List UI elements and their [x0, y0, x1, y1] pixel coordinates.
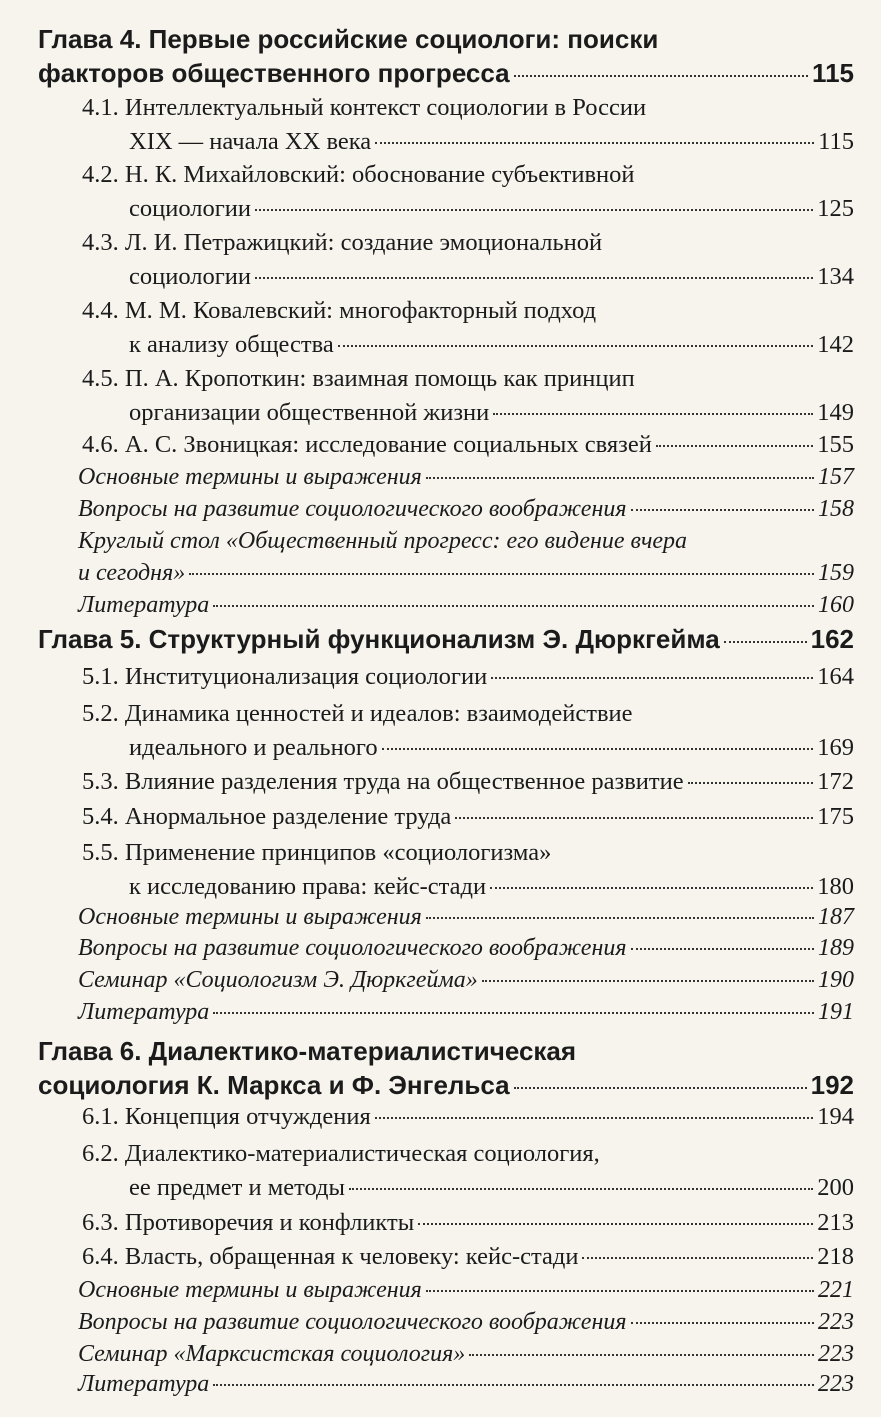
leader-dots [631, 509, 814, 511]
page-number: 134 [817, 263, 854, 290]
section-number: 4.3. [82, 229, 119, 256]
toc-entry[interactable] [82, 836, 854, 904]
page-number: 200 [817, 1174, 854, 1201]
page-number: 164 [817, 663, 854, 690]
leader-dots [724, 641, 807, 643]
section-number: 4.4. [82, 297, 119, 324]
section-number: 6.3. [82, 1209, 119, 1236]
toc-entry[interactable] [78, 1338, 854, 1370]
section-number: 6.1. [82, 1103, 119, 1130]
extra-title: Основные термины и выражения [78, 1277, 422, 1303]
section-number: 4.5. [82, 365, 119, 392]
chapter-title: Глава 6. Диалектико-материалистическая [38, 1036, 577, 1066]
toc-entry[interactable] [78, 1274, 854, 1306]
chapter-5-heading[interactable] [38, 622, 854, 656]
extra-title: Семинар «Социологизм Э. Дюркгейма» [78, 967, 478, 993]
toc-entry[interactable] [82, 660, 854, 694]
page-number: 190 [818, 967, 854, 993]
leader-dots [213, 1384, 814, 1386]
chapter-title: Глава 4. Первые российские социологи: поиски [38, 24, 659, 54]
extra-title: Семинар «Марксистская социология» [78, 1341, 466, 1367]
toc-entry[interactable] [78, 1368, 854, 1400]
leader-dots [490, 887, 813, 889]
section-title: Влияние разделения труда на общественное развитие [124, 768, 684, 795]
section-title: Применение принципов «социологизма» [124, 839, 552, 866]
page-number: 172 [817, 768, 854, 795]
leader-dots [338, 345, 814, 347]
page-number: 191 [818, 999, 854, 1025]
page-number: 169 [817, 734, 854, 761]
page-number: 223 [818, 1371, 854, 1397]
section-title: А. С. Звоницкая: исследование социальных связей [124, 431, 652, 458]
page-number: 157 [818, 464, 854, 490]
section-number: 5.1. [82, 663, 119, 690]
section-number: 5.3. [82, 768, 119, 795]
toc-entry[interactable] [82, 158, 854, 226]
section-title: к исследованию права: кейс-стади [129, 873, 487, 900]
toc-entry[interactable] [82, 226, 854, 294]
leader-dots [493, 413, 813, 415]
chapter-title: социология К. Маркса и Ф. Энгельса [38, 1070, 510, 1100]
leader-dots [514, 75, 808, 77]
toc-entry[interactable] [82, 765, 854, 799]
page-number: 115 [818, 128, 854, 155]
section-title: Л. И. Петражицкий: создание эмоциональной [124, 229, 603, 256]
leader-dots [255, 209, 813, 211]
leader-dots [375, 142, 814, 144]
section-number: 6.4. [82, 1243, 119, 1270]
leader-dots [631, 1322, 814, 1324]
extra-title: Вопросы на развитие социологического воображения [78, 935, 627, 961]
toc-entry[interactable] [78, 525, 854, 589]
section-title: Н. К. Михайловский: обоснование субъективной [124, 161, 635, 188]
section-number: 5.4. [82, 803, 119, 830]
page-number: 142 [817, 331, 854, 358]
page-number: 221 [818, 1277, 854, 1303]
section-title: Противоречия и конфликты [124, 1209, 415, 1236]
section-number: 4.2. [82, 161, 119, 188]
section-title: XIX — начала XX века [129, 128, 372, 155]
section-title: П. А. Кропоткин: взаимная помощь как принцип [124, 365, 635, 392]
toc-entry[interactable] [82, 1240, 854, 1274]
leader-dots [582, 1257, 813, 1259]
page-number: 194 [817, 1103, 854, 1130]
section-title: организации общественной жизни [129, 399, 490, 426]
section-number: 5.2. [82, 700, 119, 727]
section-title: Динамика ценностей и идеалов: взаимодействие [124, 700, 633, 727]
page-number: 155 [817, 431, 854, 458]
page-number: 160 [818, 592, 854, 618]
toc-entry[interactable] [78, 461, 854, 493]
section-title: Институционализация социологии [124, 663, 488, 690]
toc-entry[interactable] [82, 294, 854, 362]
section-title: социологии [129, 195, 252, 222]
section-title: к анализу общества [129, 331, 334, 358]
section-title: ее предмет и методы [129, 1174, 345, 1201]
page-number: 189 [818, 935, 854, 961]
toc-entry[interactable] [82, 428, 854, 462]
page-number: 149 [817, 399, 854, 426]
toc-entry[interactable] [78, 964, 854, 996]
chapter-6-heading[interactable] [38, 1034, 854, 1102]
toc-entry[interactable] [82, 800, 854, 834]
toc-entry[interactable] [78, 1306, 854, 1338]
toc-entry[interactable] [82, 1100, 854, 1134]
leader-dots [514, 1087, 807, 1089]
section-number: 6.2. [82, 1140, 119, 1167]
section-number: 5.5. [82, 839, 119, 866]
section-title: Интеллектуальный контекст социологии в России [124, 94, 647, 121]
leader-dots [426, 1290, 814, 1292]
extra-title: Литература [78, 1371, 210, 1397]
leader-dots [469, 1354, 814, 1356]
section-title: Анормальное разделение труда [124, 803, 452, 830]
toc-entry[interactable] [82, 1206, 854, 1240]
leader-dots [426, 917, 814, 919]
toc-entry[interactable] [82, 362, 854, 430]
leader-dots [418, 1223, 813, 1225]
leader-dots [426, 477, 814, 479]
extra-title: Литература [78, 999, 210, 1025]
extra-title: Вопросы на развитие социологического воображения [78, 1309, 627, 1335]
toc-entry[interactable] [82, 697, 854, 765]
extra-title: Основные термины и выражения [78, 464, 422, 490]
toc-entry[interactable] [78, 589, 854, 621]
section-title: социологии [129, 263, 252, 290]
page-number: 223 [818, 1309, 854, 1335]
extra-title: Литература [78, 592, 210, 618]
toc-entry[interactable] [78, 901, 854, 933]
section-number: 4.1. [82, 94, 119, 121]
leader-dots [189, 573, 814, 575]
leader-dots [375, 1117, 814, 1119]
extra-title: Круглый стол «Общественный прогресс: его видение вчера [78, 528, 688, 554]
page-number: 192 [810, 1070, 854, 1100]
toc-entry[interactable] [82, 91, 854, 159]
page-number: 115 [812, 58, 854, 88]
toc-entry[interactable] [78, 493, 854, 525]
leader-dots [455, 817, 813, 819]
leader-dots [631, 948, 814, 950]
leader-dots [656, 445, 813, 447]
toc-entry[interactable] [78, 932, 854, 964]
leader-dots [349, 1188, 813, 1190]
leader-dots [491, 677, 813, 679]
extra-title: Основные термины и выражения [78, 904, 422, 930]
section-title: идеального и реального [129, 734, 378, 761]
leader-dots [213, 1012, 814, 1014]
leader-dots [213, 605, 814, 607]
leader-dots [688, 782, 814, 784]
section-number: 4.6. [82, 431, 119, 458]
chapter-4-heading[interactable] [38, 22, 854, 90]
leader-dots [255, 277, 813, 279]
page-number: 125 [817, 195, 854, 222]
page-number: 213 [817, 1209, 854, 1236]
chapter-title: Глава 5. Структурный функционализм Э. Дюркгейма [38, 624, 720, 654]
section-title: М. М. Ковалевский: многофакторный подход [124, 297, 597, 324]
toc-entry[interactable] [82, 1137, 854, 1205]
page-number: 159 [818, 560, 854, 586]
page-number: 187 [818, 904, 854, 930]
page-number: 180 [817, 873, 854, 900]
page-number: 158 [818, 496, 854, 522]
leader-dots [382, 748, 814, 750]
extra-title: Вопросы на развитие социологического воображения [78, 496, 627, 522]
section-title: Концепция отчуждения [124, 1103, 371, 1130]
page-number: 175 [817, 803, 854, 830]
toc-entry[interactable] [78, 996, 854, 1028]
section-title: Власть, обращенная к человеку: кейс-стади [124, 1243, 579, 1270]
page-number: 218 [817, 1243, 854, 1270]
chapter-title: факторов общественного прогресса [38, 58, 510, 88]
page-number: 223 [818, 1341, 854, 1367]
leader-dots [482, 980, 814, 982]
extra-title: и сегодня» [78, 560, 186, 586]
page-number: 162 [810, 624, 854, 654]
section-title: Диалектико-материалистическая социология, [124, 1140, 600, 1167]
